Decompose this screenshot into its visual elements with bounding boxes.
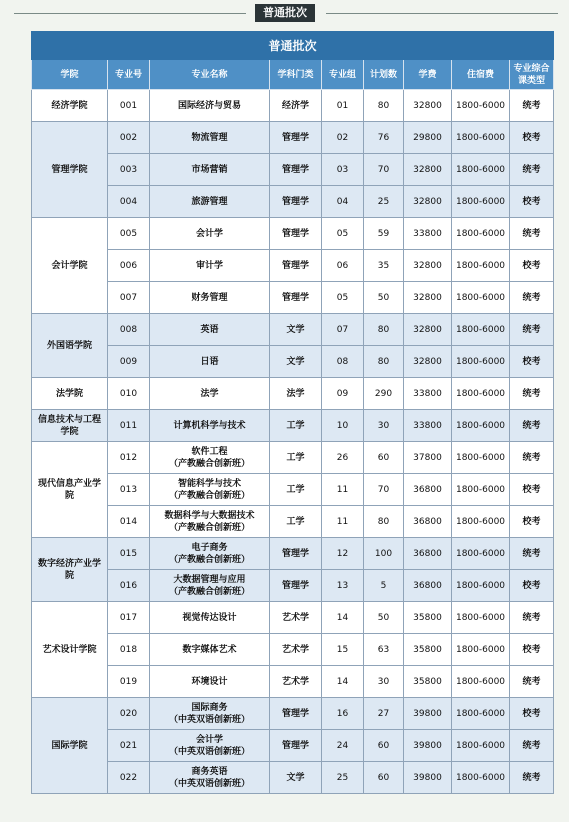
group-cell: 02 [322,122,364,154]
major-class-note: （中英双语创新班） [168,778,250,789]
exam-type-cell: 统考 [510,378,554,410]
major-code-cell: 011 [108,410,150,442]
lodging-fee-cell: 1800-6000 [452,474,510,506]
major-name-cell [150,730,270,762]
group-cell: 25 [322,762,364,794]
plan-count-cell: 30 [364,410,404,442]
tuition-cell: 39800 [404,762,452,794]
major-name: 财务管理 [191,292,228,303]
table-row [32,186,554,218]
major-name: 电子商务 [191,542,228,553]
plan-count-cell: 76 [364,122,404,154]
major-code-cell: 012 [108,442,150,474]
exam-type-cell: 校考 [510,506,554,538]
group-cell: 06 [322,250,364,282]
major-name: 法学 [200,388,219,399]
major-class-note: （产教融合创新班） [168,586,250,597]
group-cell: 14 [322,666,364,698]
lodging-fee-cell: 1800-6000 [452,698,510,730]
tuition-cell: 35800 [404,666,452,698]
lodging-fee-cell: 1800-6000 [452,538,510,570]
banner-divider-left [14,13,246,14]
college-cell: 会计学院 [32,218,108,314]
lodging-fee-cell: 1800-6000 [452,602,510,634]
major-name: 数字媒体艺术 [182,644,237,655]
exam-type-cell: 校考 [510,698,554,730]
tuition-cell: 32800 [404,282,452,314]
category-cell: 管理学 [270,282,322,314]
group-cell: 12 [322,538,364,570]
major-name: 智能科学与技术 [177,478,241,489]
major-name: 国际商务 [191,702,228,713]
exam-type-cell: 校考 [510,474,554,506]
group-cell: 13 [322,570,364,602]
plan-count-cell: 80 [364,346,404,378]
header-lodging: 住宿费 [452,60,510,90]
table-row [32,250,554,282]
category-cell: 艺术学 [270,666,322,698]
major-name-cell [150,122,270,154]
exam-type-cell: 校考 [510,122,554,154]
lodging-fee-cell: 1800-6000 [452,346,510,378]
category-cell: 文学 [270,314,322,346]
category-cell: 经济学 [270,90,322,122]
tuition-cell: 36800 [404,474,452,506]
tuition-cell: 35800 [404,602,452,634]
table-row [32,90,554,122]
major-class-note: （中英双语创新班） [168,746,250,757]
plan-count-cell: 30 [364,666,404,698]
major-name-cell [150,698,270,730]
major-name: 市场营销 [191,164,228,175]
group-cell: 05 [322,218,364,250]
tuition-cell: 32800 [404,250,452,282]
major-class-note: （产教融合创新班） [168,554,250,565]
major-code-cell: 021 [108,730,150,762]
major-name: 审计学 [195,260,223,271]
major-code-cell: 007 [108,282,150,314]
exam-type-cell: 统考 [510,666,554,698]
category-cell: 管理学 [270,186,322,218]
major-name-cell [150,250,270,282]
tuition-cell: 29800 [404,122,452,154]
plan-count-cell: 5 [364,570,404,602]
major-code-cell: 008 [108,314,150,346]
exam-type-cell: 统考 [510,90,554,122]
group-cell: 05 [322,282,364,314]
major-name-cell [150,506,270,538]
category-cell: 法学 [270,378,322,410]
exam-type-cell: 统考 [510,154,554,186]
major-code-cell: 020 [108,698,150,730]
tuition-cell: 36800 [404,538,452,570]
category-cell: 管理学 [270,154,322,186]
lodging-fee-cell: 1800-6000 [452,570,510,602]
lodging-fee-cell: 1800-6000 [452,90,510,122]
lodging-fee-cell: 1800-6000 [452,506,510,538]
table-row [32,666,554,698]
college-cell: 外国语学院 [32,314,108,378]
lodging-fee-cell: 1800-6000 [452,250,510,282]
group-cell: 11 [322,474,364,506]
exam-type-cell: 统考 [510,218,554,250]
major-name: 软件工程 [191,446,228,457]
major-name: 会计学 [195,734,223,745]
major-code-cell: 019 [108,666,150,698]
exam-type-cell: 统考 [510,410,554,442]
table-row [32,762,554,794]
lodging-fee-cell: 1800-6000 [452,218,510,250]
lodging-fee-cell: 1800-6000 [452,154,510,186]
plan-count-cell: 60 [364,442,404,474]
tuition-cell: 32800 [404,90,452,122]
major-name-cell [150,90,270,122]
plan-count-cell: 50 [364,282,404,314]
lodging-fee-cell: 1800-6000 [452,314,510,346]
major-name-cell [150,634,270,666]
tuition-cell: 33800 [404,218,452,250]
group-cell: 08 [322,346,364,378]
college-cell: 管理学院 [32,122,108,218]
group-cell: 07 [322,314,364,346]
plan-count-cell: 290 [364,378,404,410]
lodging-fee-cell: 1800-6000 [452,410,510,442]
college-cell: 数字经济产业学院 [32,538,108,602]
category-cell: 管理学 [270,250,322,282]
banner-divider-right [326,13,558,14]
major-code-cell: 006 [108,250,150,282]
plan-count-cell: 80 [364,506,404,538]
category-cell: 管理学 [270,538,322,570]
major-name: 数据科学与大数据技术 [164,510,255,521]
exam-type-cell: 校考 [510,346,554,378]
group-cell: 15 [322,634,364,666]
major-code-cell: 017 [108,602,150,634]
exam-type-cell: 统考 [510,762,554,794]
table-body [32,90,554,794]
exam-type-cell: 统考 [510,442,554,474]
major-name-cell [150,218,270,250]
major-code-cell: 016 [108,570,150,602]
group-cell: 01 [322,90,364,122]
major-name: 视觉传达设计 [182,612,237,623]
major-name-cell [150,154,270,186]
group-cell: 09 [322,378,364,410]
major-class-note: （中英双语创新班） [168,714,250,725]
group-cell: 16 [322,698,364,730]
group-cell: 24 [322,730,364,762]
table-row [32,154,554,186]
major-name-cell [150,314,270,346]
tuition-cell: 33800 [404,378,452,410]
header-major: 专业名称 [150,60,270,90]
header-code: 专业号 [108,60,150,90]
major-code-cell: 022 [108,762,150,794]
table-row [32,282,554,314]
header-plan: 计划数 [364,60,404,90]
lodging-fee-cell: 1800-6000 [452,634,510,666]
plan-count-cell: 35 [364,250,404,282]
tuition-cell: 36800 [404,570,452,602]
table-row [32,442,554,474]
category-cell: 艺术学 [270,634,322,666]
major-name-cell [150,410,270,442]
tuition-cell: 32800 [404,154,452,186]
banner-label: 普通批次 [255,4,315,22]
tuition-cell: 32800 [404,346,452,378]
tuition-cell: 33800 [404,410,452,442]
group-cell: 26 [322,442,364,474]
category-cell: 管理学 [270,570,322,602]
group-cell: 10 [322,410,364,442]
major-name-cell [150,346,270,378]
major-code-cell: 002 [108,122,150,154]
major-code-cell: 005 [108,218,150,250]
group-cell: 03 [322,154,364,186]
plan-count-cell: 59 [364,218,404,250]
table-row [32,538,554,570]
lodging-fee-cell: 1800-6000 [452,666,510,698]
tuition-cell: 39800 [404,730,452,762]
major-class-note: （产教融合创新班） [168,522,250,533]
plan-count-cell: 25 [364,186,404,218]
major-name: 日语 [200,356,219,367]
category-cell: 艺术学 [270,602,322,634]
header-group: 专业组 [322,60,364,90]
table-row [32,474,554,506]
major-name: 大数据管理与应用 [173,574,246,585]
header-category: 学科门类 [270,60,322,90]
major-code-cell: 009 [108,346,150,378]
plan-count-cell: 80 [364,314,404,346]
category-cell: 管理学 [270,218,322,250]
table-row [32,346,554,378]
table-row [32,218,554,250]
major-code-cell: 003 [108,154,150,186]
exam-type-cell: 校考 [510,186,554,218]
plan-count-cell: 100 [364,538,404,570]
group-cell: 11 [322,506,364,538]
category-cell: 文学 [270,346,322,378]
category-cell: 文学 [270,762,322,794]
tuition-cell: 32800 [404,186,452,218]
major-name-cell [150,282,270,314]
plan-count-cell: 80 [364,90,404,122]
plan-count-cell: 60 [364,730,404,762]
category-cell: 管理学 [270,122,322,154]
table-row [32,410,554,442]
major-name: 物流管理 [191,132,228,143]
major-code-cell: 001 [108,90,150,122]
major-name: 计算机科学与技术 [173,420,246,431]
group-cell: 04 [322,186,364,218]
major-code-cell: 014 [108,506,150,538]
major-name-cell [150,474,270,506]
category-cell: 工学 [270,410,322,442]
major-name-cell [150,602,270,634]
table-title: 普通批次 [32,32,554,60]
major-name-cell [150,186,270,218]
section-banner [0,0,569,28]
tuition-cell: 32800 [404,314,452,346]
college-cell: 国际学院 [32,698,108,794]
plan-count-cell: 50 [364,602,404,634]
major-name: 英语 [200,324,219,335]
table-row [32,698,554,730]
group-cell: 14 [322,602,364,634]
category-cell: 管理学 [270,730,322,762]
exam-type-cell: 统考 [510,314,554,346]
college-cell: 法学院 [32,378,108,410]
exam-type-cell: 统考 [510,602,554,634]
header-exam-type: 专业综合课类型 [510,60,554,90]
major-name-cell [150,378,270,410]
major-class-note: （产教融合创新班） [168,458,250,469]
major-name-cell [150,666,270,698]
table-row [32,602,554,634]
college-cell: 经济学院 [32,90,108,122]
major-name-cell [150,570,270,602]
major-name-cell [150,762,270,794]
major-name: 环境设计 [191,676,228,687]
plan-count-cell: 70 [364,154,404,186]
table-row [32,506,554,538]
table-row [32,570,554,602]
lodging-fee-cell: 1800-6000 [452,730,510,762]
major-code-cell: 018 [108,634,150,666]
major-name: 商务英语 [191,766,228,777]
exam-type-cell: 校考 [510,250,554,282]
lodging-fee-cell: 1800-6000 [452,282,510,314]
major-code-cell: 013 [108,474,150,506]
table-row [32,730,554,762]
header-tuition: 学费 [404,60,452,90]
major-class-note: （产教融合创新班） [168,490,250,501]
table-row [32,634,554,666]
lodging-fee-cell: 1800-6000 [452,762,510,794]
plan-count-cell: 60 [364,762,404,794]
lodging-fee-cell: 1800-6000 [452,442,510,474]
exam-type-cell: 校考 [510,634,554,666]
tuition-cell: 36800 [404,506,452,538]
tuition-cell: 35800 [404,634,452,666]
table-row [32,314,554,346]
major-code-cell: 010 [108,378,150,410]
major-name: 旅游管理 [191,196,228,207]
category-cell: 管理学 [270,698,322,730]
lodging-fee-cell: 1800-6000 [452,122,510,154]
header-college: 学院 [32,60,108,90]
category-cell: 工学 [270,442,322,474]
plan-count-cell: 63 [364,634,404,666]
admission-plan-table [31,31,554,794]
plan-count-cell: 70 [364,474,404,506]
plan-count-cell: 27 [364,698,404,730]
lodging-fee-cell: 1800-6000 [452,186,510,218]
major-name-cell [150,442,270,474]
exam-type-cell: 统考 [510,538,554,570]
table-row [32,122,554,154]
admission-plan-table-wrapper [31,31,553,794]
lodging-fee-cell: 1800-6000 [452,378,510,410]
college-cell: 信息技术与工程学院 [32,410,108,442]
exam-type-cell: 统考 [510,282,554,314]
tuition-cell: 37800 [404,442,452,474]
exam-type-cell: 校考 [510,570,554,602]
major-name: 会计学 [195,228,223,239]
college-cell: 现代信息产业学院 [32,442,108,538]
major-code-cell: 004 [108,186,150,218]
major-code-cell: 015 [108,538,150,570]
category-cell: 工学 [270,474,322,506]
college-cell: 艺术设计学院 [32,602,108,698]
tuition-cell: 39800 [404,698,452,730]
major-name: 国际经济与贸易 [177,100,241,111]
category-cell: 工学 [270,506,322,538]
table-row [32,378,554,410]
major-name-cell [150,538,270,570]
exam-type-cell: 统考 [510,730,554,762]
